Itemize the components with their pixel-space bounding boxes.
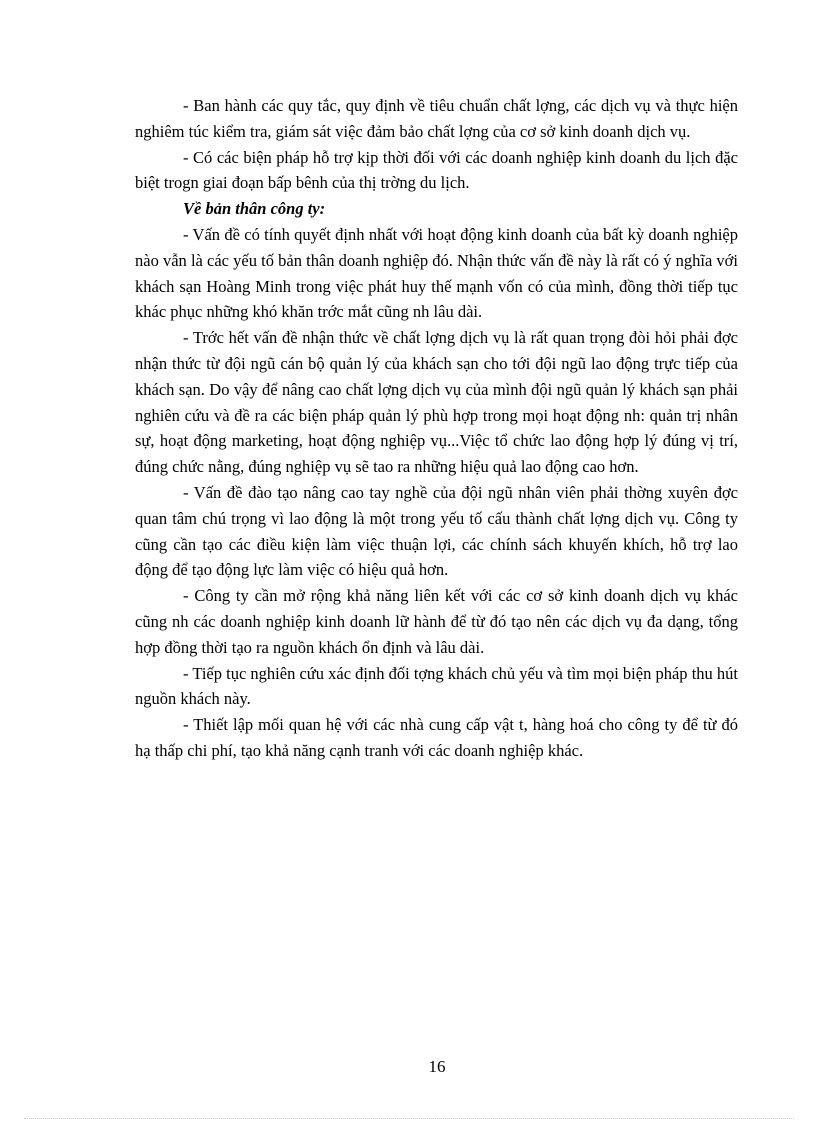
paragraph-supplier-relations: - Thiết lập mối quan hệ với các nhà cung cấp vật t, hàng hoá cho công ty để từ đó hạ thấp chi phí, tạo khả năng cạnh tranh với các doanh nghiệp khác. <box>135 715 738 760</box>
paragraph-quality-awareness: - Trớc hết vấn đề nhận thức về chất lợng dịch vụ là rất quan trọng đòi hỏi phải đợc nhận thức từ đội ngũ cán bộ quản lý của khách sạn cho tới đội ngũ lao động trực tiếp của khách sạn. Do vậy để nâng cao chất lợng dịch vụ của mình đội ngũ quản lý khách sạn phải nghiên cứu và đề ra các biện pháp quản lý phù hợp trong mọi hoạt động nh: quản trị nhân sự, hoạt động marketing, hoạt động nghiệp vụ...Việc tổ chức lao động hợp lý đúng vị trí, đúng chức nằng, đúng nghiệp vụ sẽ tao ra những hiệu quả lao động cao hơn. <box>135 328 738 477</box>
paragraph-support-measures: - Có các biện pháp hỗ trợ kịp thời đối với các doanh nghiệp kinh doanh du lịch đặc biệt trogn giai đoạn bấp bênh của thị trờng du lịch. <box>135 147 738 193</box>
paragraph-staff-training: - Vấn đề đào tạo nâng cao tay nghề của đội ngũ nhân viên phải thờng xuyên đợc quan tâm chú trọng vì lao động là một trong yếu tố cấu thành chất lợng dịch vụ. Công ty cũng cần tạo các điều kiện làm việc thuận lợi, các chính sách khuyến khích, hỗ trợ lao động để tạo động lực làm việc có hiệu quả hơn. <box>135 482 738 580</box>
paragraph-business-linkage: - Công ty cần mở rộng khả năng liên kết với các cơ sở kinh doanh dịch vụ khác cũng nh các doanh nghiệp kinh doanh lữ hành để từ đó tạo nên các dịch vụ đa dạng, tổng hợp đồng thời tạo ra nguồn khách ổn định và lâu dài. <box>135 586 738 657</box>
paragraph-decisive-factors: - Vấn đề có tính quyết định nhất với hoạt động kinh doanh của bất kỳ doanh nghiệp nào vẫn là các yếu tố bản thân doanh nghiệp đó. Nhận thức vấn đề này là rất có ý nghĩa với khách sạn Hoàng Minh trong việc phát huy thế mạnh vốn có của mình, đồng thời tiếp tục khác phục những khó khăn trớc mắt cũng nh lâu dài. <box>135 224 738 322</box>
paragraph-quality-rules: - Ban hành các quy tắc, quy định về tiêu chuẩn chất lợng, các dịch vụ và thực hiện nghiêm túc kiểm tra, giám sát việc đảm bảo chất lợng của cơ sở kinh doanh dịch vụ. <box>135 96 738 141</box>
section-heading: Về bản thân công ty: <box>183 199 326 219</box>
page-number: 16 <box>428 1057 446 1076</box>
paragraph-target-customers: - Tiếp tục nghiên cứu xác định đối tợng khách chủ yếu và tìm mọi biện pháp thu hút nguồn khách này. <box>135 663 738 709</box>
page-bottom-divider <box>24 1118 794 1119</box>
body-text <box>135 93 738 764</box>
